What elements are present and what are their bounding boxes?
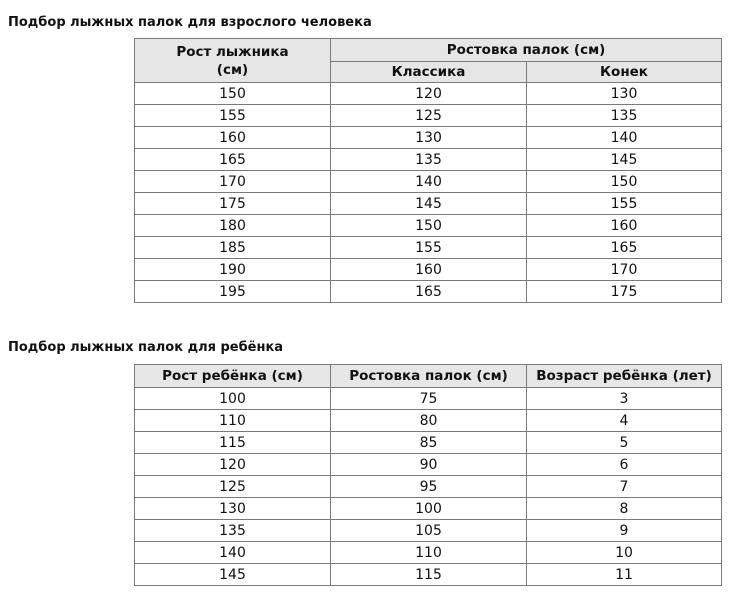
table-cell: 160 <box>331 259 527 281</box>
header-child-height: Рост ребёнка (см) <box>135 365 331 388</box>
table-cell: 165 <box>135 149 331 171</box>
table-row <box>135 410 722 432</box>
table-cell: 95 <box>331 476 527 498</box>
table-cell: 110 <box>135 410 331 432</box>
table-row <box>135 281 722 303</box>
table-cell: 155 <box>527 193 722 215</box>
table-row <box>135 454 722 476</box>
adult-poles-table <box>134 38 722 303</box>
table-cell: 125 <box>331 105 527 127</box>
table-row <box>135 83 722 105</box>
table-cell: 115 <box>135 432 331 454</box>
table-cell: 160 <box>135 127 331 149</box>
table-cell: 175 <box>135 193 331 215</box>
table-row <box>135 432 722 454</box>
table-cell: 195 <box>135 281 331 303</box>
table-cell: 135 <box>527 105 722 127</box>
table-cell: 155 <box>331 237 527 259</box>
table-cell: 11 <box>527 564 722 586</box>
table-cell: 130 <box>527 83 722 105</box>
child-table-title: Подбор лыжных палок для ребёнка <box>8 340 284 355</box>
table-cell: 150 <box>135 83 331 105</box>
header-pole-size-group: Ростовка палок (см) <box>331 39 722 62</box>
table-cell: 115 <box>331 564 527 586</box>
table-row <box>135 564 722 586</box>
table-cell: 145 <box>527 149 722 171</box>
table-cell: 135 <box>135 520 331 542</box>
table-cell: 120 <box>135 454 331 476</box>
table-cell: 160 <box>527 215 722 237</box>
table-row <box>135 193 722 215</box>
table-row <box>135 127 722 149</box>
table-row <box>135 171 722 193</box>
table-cell: 10 <box>527 542 722 564</box>
table-cell: 155 <box>135 105 331 127</box>
table-cell: 125 <box>135 476 331 498</box>
table-cell: 150 <box>331 215 527 237</box>
table-cell: 80 <box>331 410 527 432</box>
table-cell: 180 <box>135 215 331 237</box>
table-cell: 90 <box>331 454 527 476</box>
table-cell: 6 <box>527 454 722 476</box>
table-cell: 190 <box>135 259 331 281</box>
table-row <box>135 388 722 410</box>
table-cell: 145 <box>135 564 331 586</box>
table-cell: 145 <box>331 193 527 215</box>
table-cell: 130 <box>331 127 527 149</box>
table-cell: 165 <box>331 281 527 303</box>
table-cell: 140 <box>135 542 331 564</box>
table-cell: 170 <box>527 259 722 281</box>
table-cell: 140 <box>527 127 722 149</box>
table-cell: 100 <box>135 388 331 410</box>
table-row <box>135 105 722 127</box>
adult-table-title: Подбор лыжных палок для взрослого человека <box>8 15 372 30</box>
table-row <box>135 237 722 259</box>
table-row <box>135 259 722 281</box>
table-cell: 7 <box>527 476 722 498</box>
table-cell: 150 <box>527 171 722 193</box>
table-row <box>135 215 722 237</box>
table-cell: 165 <box>527 237 722 259</box>
header-child-age: Возраст ребёнка (лет) <box>527 365 722 388</box>
table-cell: 9 <box>527 520 722 542</box>
header-skier-height: Рост лыжника (см) <box>135 39 331 83</box>
table-cell: 135 <box>331 149 527 171</box>
header-skate: Конек <box>527 62 722 83</box>
table-row <box>135 476 722 498</box>
table-cell: 185 <box>135 237 331 259</box>
table-cell: 130 <box>135 498 331 520</box>
table-cell: 85 <box>331 432 527 454</box>
table-row <box>135 498 722 520</box>
table-cell: 140 <box>331 171 527 193</box>
table-cell: 105 <box>331 520 527 542</box>
table-cell: 5 <box>527 432 722 454</box>
table-row <box>135 542 722 564</box>
table-cell: 100 <box>331 498 527 520</box>
table-cell: 8 <box>527 498 722 520</box>
table-cell: 4 <box>527 410 722 432</box>
table-cell: 120 <box>331 83 527 105</box>
table-row <box>135 149 722 171</box>
table-cell: 175 <box>527 281 722 303</box>
header-classic: Классика <box>331 62 527 83</box>
child-poles-table <box>134 364 722 586</box>
table-row <box>135 520 722 542</box>
table-cell: 170 <box>135 171 331 193</box>
table-cell: 110 <box>331 542 527 564</box>
table-cell: 3 <box>527 388 722 410</box>
header-child-pole-size: Ростовка палок (см) <box>331 365 527 388</box>
table-cell: 75 <box>331 388 527 410</box>
